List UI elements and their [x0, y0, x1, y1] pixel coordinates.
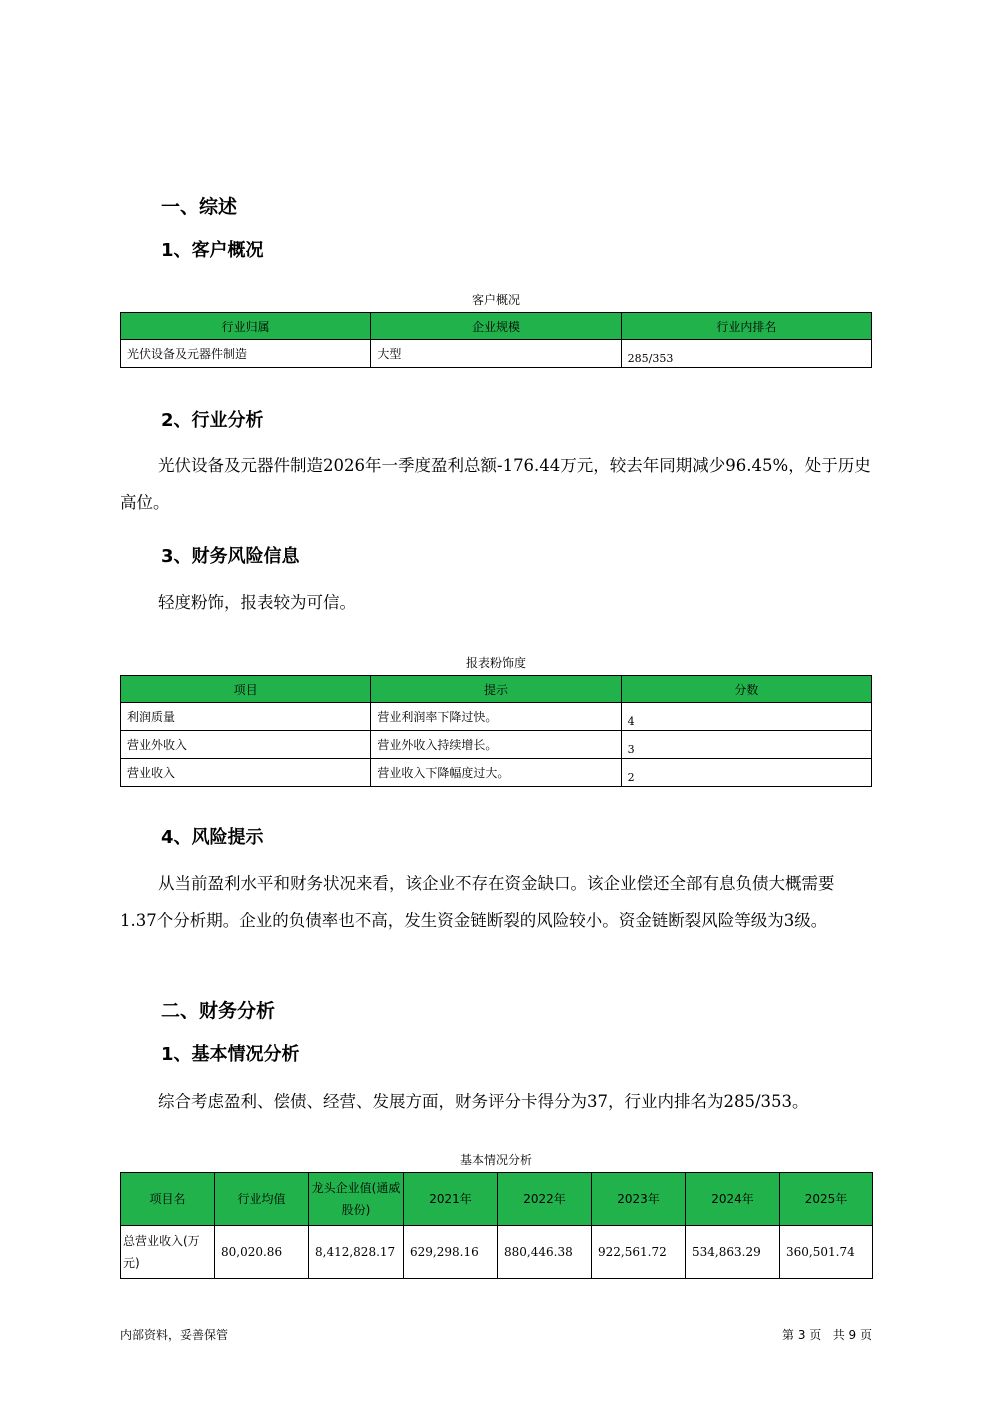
cell-score: 2: [621, 759, 871, 787]
section-title-overview: 一、综述: [161, 196, 238, 218]
cell-industry-avg: 80,020.86: [215, 1226, 309, 1279]
subsection-industry-analysis: 2、行业分析: [161, 410, 264, 431]
table-row: [121, 731, 872, 759]
cell-2022: 880,446.38: [498, 1226, 592, 1279]
header-hint: 提示: [371, 676, 621, 703]
header-year-2024: 2024年: [686, 1173, 780, 1226]
basic-analysis-text: 综合考虑盈利、偿债、经营、发展方面，财务评分卡得分为37，行业内排名为285/353。: [158, 1092, 809, 1111]
cell-2025: 360,501.74: [780, 1226, 873, 1279]
cell-hint: 营业收入下降幅度过大。: [371, 759, 621, 787]
footer-confidential-note: 内部资料，妥善保管: [120, 1328, 229, 1342]
industry-analysis-text: 光伏设备及元器件制造2026年一季度盈利总额-176.44万元，较去年同期减少96.45%，处于历史高位。: [120, 456, 871, 512]
cell-item: 营业收入: [121, 759, 371, 787]
customer-table-caption: 客户概况: [471, 293, 520, 307]
basic-table-caption: 基本情况分析: [459, 1153, 532, 1167]
header-item: 项目: [121, 676, 371, 703]
cell-item: 营业外收入: [121, 731, 371, 759]
cell-score: 4: [621, 703, 871, 731]
header-score: 分数: [621, 676, 871, 703]
table-row: [121, 1226, 873, 1279]
table-header-row: [121, 1173, 873, 1226]
header-item-name: 项目名: [121, 1173, 215, 1226]
header-year-2023: 2023年: [592, 1173, 686, 1226]
customer-overview-table: [120, 312, 872, 368]
table-header-row: [121, 313, 872, 340]
header-year-2025: 2025年: [780, 1173, 873, 1226]
table-header-row: [121, 676, 872, 703]
subsection-basic-analysis: 1、基本情况分析: [161, 1044, 300, 1065]
subsection-financial-risk: 3、财务风险信息: [161, 546, 300, 567]
cell-2024: 534,863.29: [686, 1226, 780, 1279]
cell-item-name: 总营业收入(万元): [121, 1226, 215, 1279]
cell-industry: 光伏设备及元器件制造: [121, 340, 371, 368]
table-row: [121, 340, 872, 368]
footer-page-number: 第 3 页 共 9 页: [782, 1328, 872, 1342]
subsection-risk-warning: 4、风险提示: [161, 827, 264, 848]
table-row: [121, 703, 872, 731]
cell-scale: 大型: [371, 340, 621, 368]
cell-rank: 285/353: [621, 340, 871, 368]
cell-leader-value: 8,412,828.17: [309, 1226, 404, 1279]
cell-hint: 营业外收入持续增长。: [371, 731, 621, 759]
basic-analysis-table: [120, 1172, 873, 1279]
cell-score: 3: [621, 731, 871, 759]
header-year-2021: 2021年: [404, 1173, 498, 1226]
cell-2023: 922,561.72: [592, 1226, 686, 1279]
financial-risk-text: 轻度粉饰，报表较为可信。: [158, 593, 356, 612]
header-leader-value: 龙头企业值(通威股份): [309, 1173, 404, 1226]
whitewash-table: [120, 675, 872, 787]
risk-warning-text: 从当前盈利水平和财务状况来看，该企业不存在资金缺口。该企业偿还全部有息负债大概需要 1.37个分析期。企业的负债率也不高，发生资金链断裂的风险较小。资金链断裂风险等级为3级。: [120, 874, 835, 930]
header-rank: 行业内排名: [621, 313, 871, 340]
table-row: [121, 759, 872, 787]
cell-item: 利润质量: [121, 703, 371, 731]
cell-hint: 营业利润率下降过快。: [371, 703, 621, 731]
header-scale: 企业规模: [371, 313, 621, 340]
cell-2021: 629,298.16: [404, 1226, 498, 1279]
whitewash-table-caption: 报表粉饰度: [465, 656, 526, 670]
subsection-customer-overview: 1、客户概况: [161, 240, 264, 261]
header-year-2022: 2022年: [498, 1173, 592, 1226]
section-title-financial-analysis: 二、财务分析: [161, 1000, 276, 1022]
header-industry: 行业归属: [121, 313, 371, 340]
header-industry-avg: 行业均值: [215, 1173, 309, 1226]
